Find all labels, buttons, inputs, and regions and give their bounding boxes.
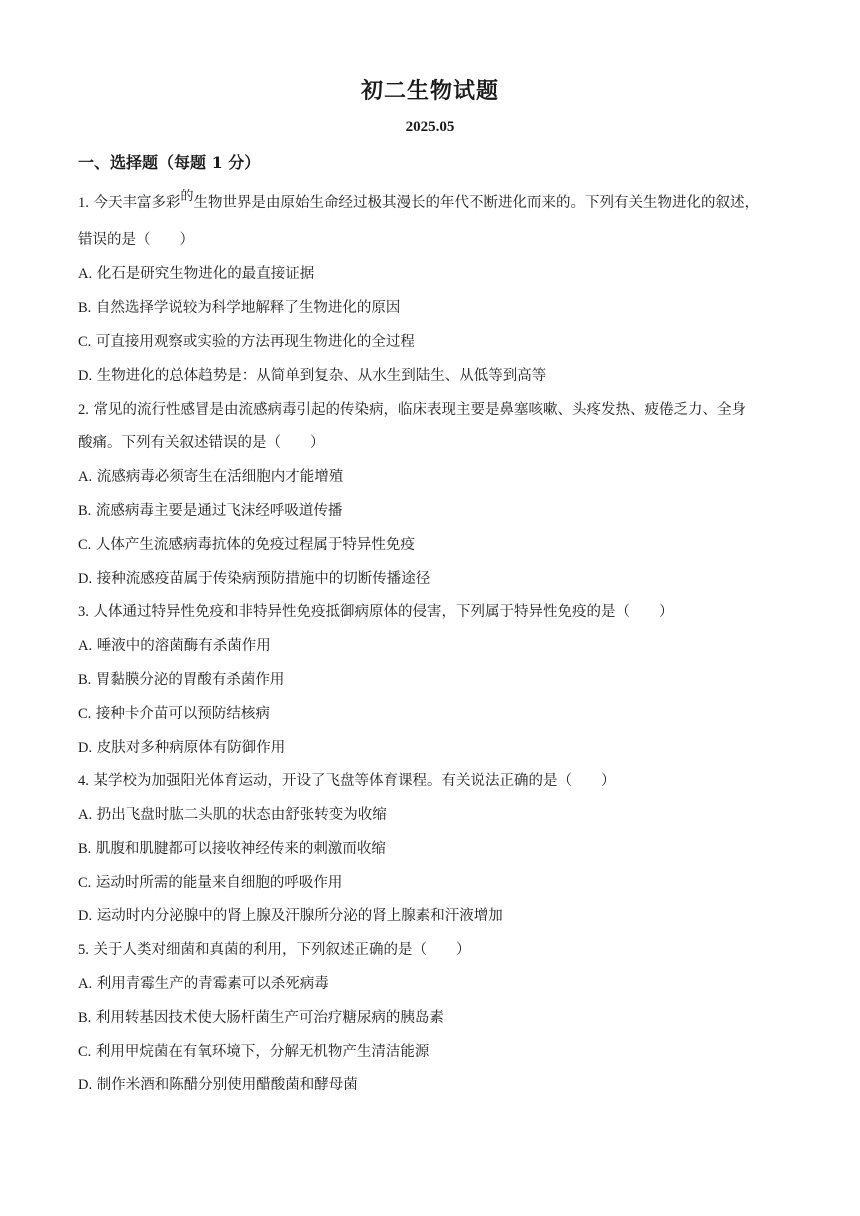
option-letter: A. [78, 266, 93, 282]
raised-character: 的 [180, 189, 194, 204]
option-text: 制作米酒和陈醋分别使用醋酸菌和酵母菌 [96, 1077, 358, 1093]
question-4-option-d[interactable] [78, 906, 503, 926]
option-text: 自然选择学说较为科学地解释了生物进化的原因 [95, 300, 401, 316]
question-text: 今天丰富多彩 [93, 195, 181, 211]
question-2-option-b[interactable] [78, 501, 342, 521]
option-letter: C. [78, 706, 92, 722]
option-letter: C. [78, 334, 92, 350]
option-letter: A. [78, 469, 93, 485]
option-letter: B. [78, 672, 92, 688]
question-3-option-d[interactable] [78, 738, 285, 758]
option-text: 利用青霉生产的青霉素可以杀死病毒 [96, 976, 329, 992]
question-5-stem-line-1 [78, 940, 470, 960]
question-number: 4. [78, 773, 89, 789]
question-1-option-b[interactable] [78, 298, 400, 318]
option-letter: B. [78, 1010, 92, 1026]
option-text: 接种卡介苗可以预防结核病 [95, 706, 270, 722]
option-text: 接种流感疫苗属于传染病预防措施中的切断传播途径 [96, 571, 431, 587]
question-1-stem-line-1 [78, 189, 759, 214]
option-letter: D. [78, 740, 93, 756]
option-text: 利用转基因技术使大肠杆菌生产可治疗糖尿病的胰岛素 [95, 1010, 444, 1026]
question-text: 人体通过特异性免疫和非特异性免疫抵御病原体的侵害，下列属于特异性免疫的是（ ） [93, 604, 674, 620]
question-1-option-a[interactable] [78, 264, 314, 284]
option-letter: B. [78, 503, 92, 519]
option-text: 流感病毒主要是通过飞沫经呼吸道传播 [95, 503, 343, 519]
option-letter: D. [78, 571, 93, 587]
question-text: 某学校为加强阳光体育运动，开设了飞盘等体育课程。有关说法正确的是（ ） [93, 773, 616, 789]
question-5-option-a[interactable] [78, 974, 329, 994]
option-letter: C. [78, 1044, 92, 1060]
option-text: 人体产生流感病毒抗体的免疫过程属于特异性免疫 [95, 537, 415, 553]
section-heading: 一、选择题（每题 1 分） [78, 153, 261, 172]
option-letter: C. [78, 875, 92, 891]
question-3-option-c[interactable] [78, 704, 270, 724]
option-letter: D. [78, 368, 93, 384]
option-letter: A. [78, 638, 93, 654]
option-text: 肌腹和肌腱都可以接收神经传来的刺激而收缩 [95, 841, 386, 857]
question-5-option-c[interactable] [78, 1042, 429, 1062]
question-2-stem-line-1 [78, 400, 746, 420]
option-text: 生物进化的总体趋势是：从简单到复杂、从水生到陆生、从低等到高等 [96, 368, 547, 384]
question-4-option-c[interactable] [78, 873, 342, 893]
question-5-option-d[interactable] [78, 1075, 358, 1095]
question-2-option-a[interactable] [78, 467, 343, 487]
question-text: 生物世界是由原始生命经过极其漫长的年代不断进化而来的。下列有关生物进化的叙述， [193, 195, 759, 211]
question-4-stem-line-1 [78, 771, 615, 791]
option-text: 化石是研究生物进化的最直接证据 [96, 266, 315, 282]
question-2-option-d[interactable] [78, 569, 430, 589]
option-letter: D. [78, 1077, 93, 1093]
question-3-stem-line-1 [78, 602, 673, 622]
option-text: 运动时内分泌腺中的肾上腺及汗腺所分泌的肾上腺素和汗液增加 [96, 908, 503, 924]
question-text: 关于人类对细菌和真菌的利用，下列叙述正确的是（ ） [93, 942, 471, 958]
option-letter: B. [78, 300, 92, 316]
option-text: 胃黏膜分泌的胃酸有杀菌作用 [95, 672, 285, 688]
page-title: 初二生物试题 [360, 78, 499, 104]
question-1-stem-line-2: 错误的是（ ） [78, 232, 194, 248]
option-letter: B. [78, 841, 92, 857]
option-text: 皮肤对多种病原体有防御作用 [96, 740, 286, 756]
option-text: 扔出飞盘时肱二头肌的状态由舒张转变为收缩 [96, 807, 387, 823]
question-text: 常见的流行性感冒是由流感病毒引起的传染病，临床表现主要是鼻塞咳嗽、头疼发热、疲倦乏力、全身 [93, 402, 746, 418]
exam-date: 2025.05 [405, 119, 455, 135]
question-3-option-b[interactable] [78, 670, 284, 690]
option-text: 运动时所需的能量来自细胞的呼吸作用 [95, 875, 343, 891]
question-number: 3. [78, 604, 89, 620]
question-1-option-c[interactable] [78, 332, 415, 352]
question-4-option-a[interactable] [78, 805, 387, 825]
question-number: 1. [78, 195, 89, 211]
option-letter: C. [78, 537, 92, 553]
question-2-stem-line-2: 酸痛。下列有关叙述错误的是（ ） [78, 435, 325, 451]
question-3-option-a[interactable] [78, 636, 271, 656]
question-1-option-d[interactable] [78, 366, 546, 386]
question-number: 5. [78, 942, 89, 958]
option-text: 唾液中的溶菌酶有杀菌作用 [96, 638, 271, 654]
option-letter: A. [78, 976, 93, 992]
option-text: 可直接用观察或实验的方法再现生物进化的全过程 [95, 334, 415, 350]
option-letter: A. [78, 807, 93, 823]
question-number: 2. [78, 402, 89, 418]
question-4-option-b[interactable] [78, 839, 386, 859]
question-2-option-c[interactable] [78, 535, 415, 555]
option-text: 流感病毒必须寄生在活细胞内才能增殖 [96, 469, 344, 485]
option-letter: D. [78, 908, 93, 924]
option-text: 利用甲烷菌在有氧环境下，分解无机物产生清洁能源 [95, 1044, 430, 1060]
question-5-option-b[interactable] [78, 1008, 444, 1028]
